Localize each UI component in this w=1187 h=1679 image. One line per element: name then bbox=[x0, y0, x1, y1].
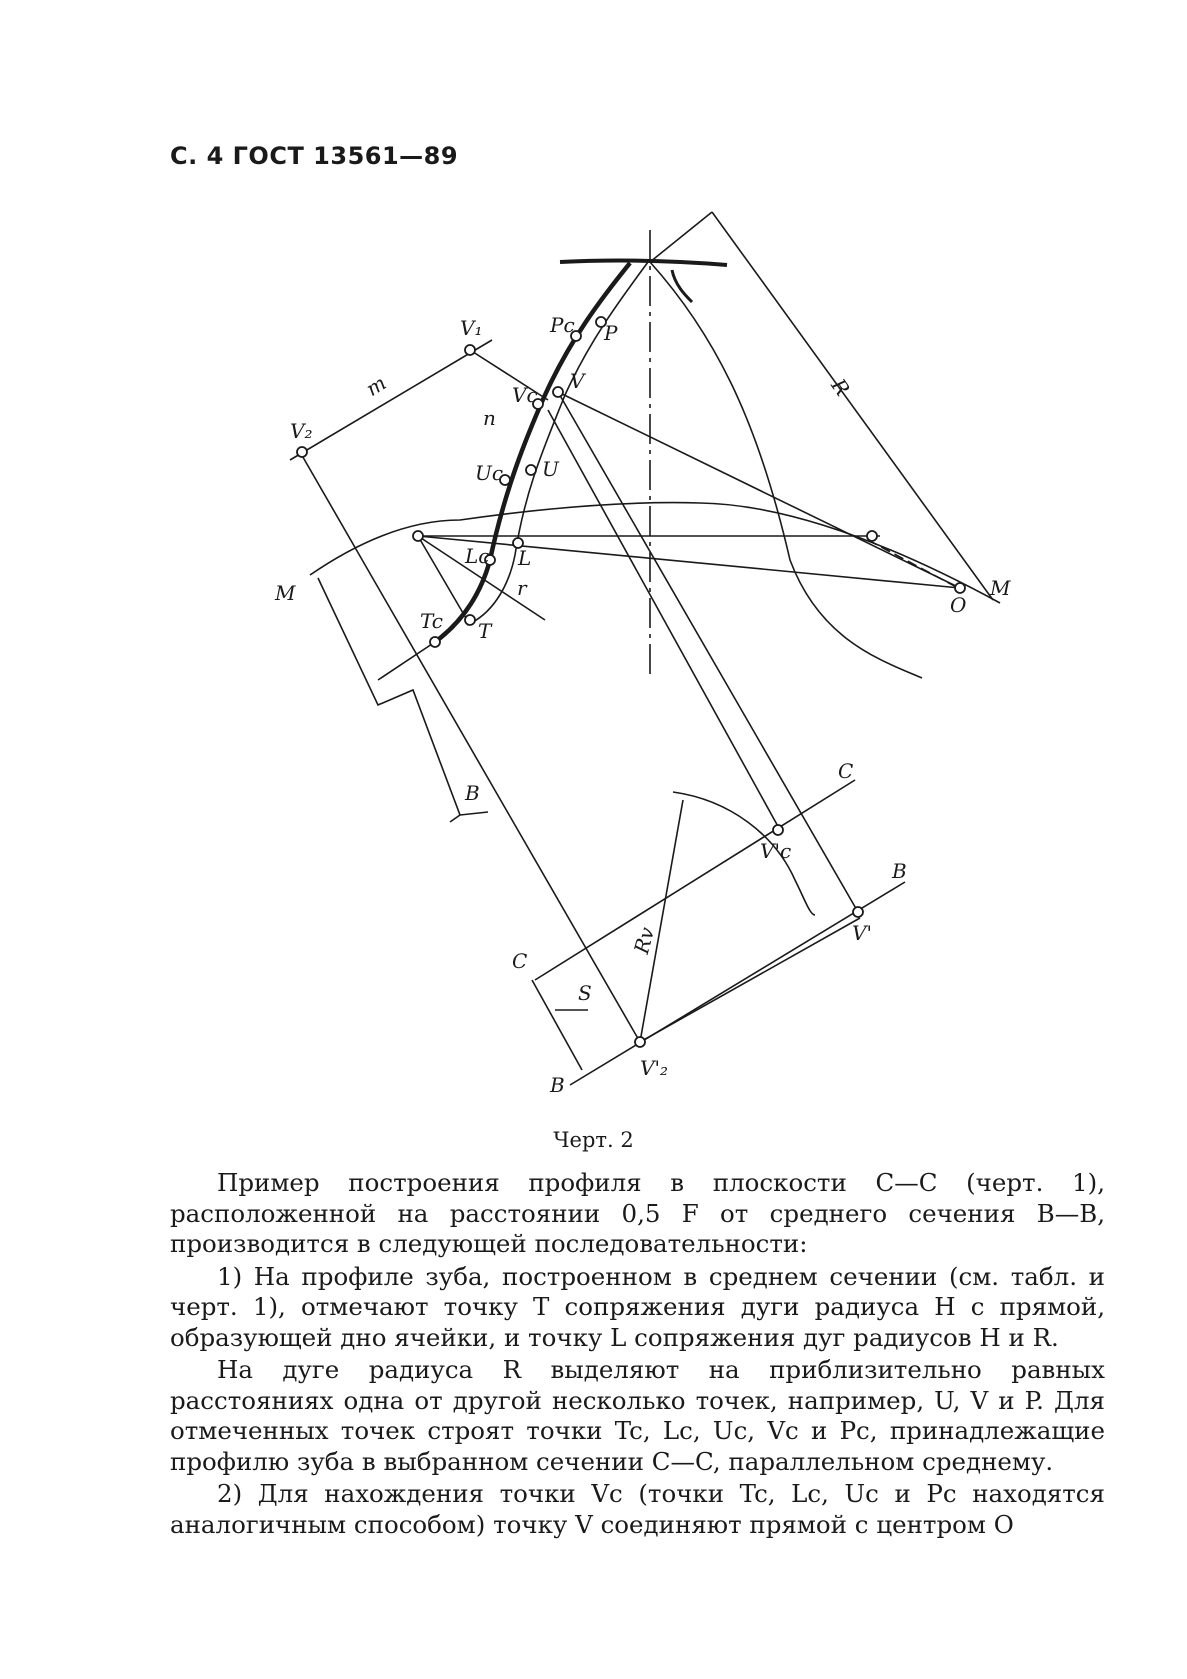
point-v2 bbox=[297, 447, 307, 457]
arc-right bbox=[650, 262, 922, 678]
label-p: P bbox=[604, 321, 618, 345]
label-m-line: m bbox=[361, 370, 391, 401]
line-k-o bbox=[418, 536, 960, 588]
label-tc: Tc bbox=[420, 609, 443, 633]
point-t bbox=[465, 615, 475, 625]
label-s: S bbox=[578, 981, 592, 1005]
label-lc: Lc bbox=[465, 544, 490, 568]
line-v-down2 bbox=[548, 410, 780, 830]
line-v-o bbox=[558, 392, 960, 588]
point-o bbox=[955, 583, 965, 593]
label-o: O bbox=[950, 593, 967, 617]
paragraph-intro: Пример построения профиля в плоскости C—C (черт. 1), расположенной на расстоянии 0,5 F от среднего сечения B—B, производится в следующей последовательности: bbox=[170, 1168, 1105, 1258]
line-v-vprime bbox=[558, 392, 858, 912]
section-line-c-top bbox=[535, 780, 855, 980]
label-v: V bbox=[570, 369, 585, 393]
label-c-left: C bbox=[512, 949, 528, 973]
label-pc: Pc bbox=[550, 313, 575, 337]
label-v1: V₁ bbox=[460, 316, 483, 340]
radius-r-dimline bbox=[650, 212, 712, 262]
arc-m bbox=[310, 503, 1000, 603]
label-vc-prime: V'c bbox=[760, 839, 792, 863]
dim-s-line bbox=[532, 980, 582, 1070]
figure-caption: Черт. 2 bbox=[553, 1128, 634, 1152]
line-m bbox=[290, 340, 492, 460]
label-v2: V₂ bbox=[290, 419, 313, 443]
point-v1 bbox=[465, 345, 475, 355]
label-b-bottom: B bbox=[550, 1073, 565, 1097]
body-text bbox=[170, 1168, 1105, 1540]
point-mid bbox=[867, 531, 877, 541]
radius-rv bbox=[640, 800, 683, 1042]
point-v2-prime bbox=[635, 1037, 645, 1047]
tooth-side-curve bbox=[672, 270, 692, 302]
radius-rv-2 bbox=[640, 918, 860, 1042]
arc-rv bbox=[673, 792, 815, 915]
label-r: r bbox=[517, 576, 527, 600]
paragraph-step-2: 2) Для нахождения точки Vc (точки Tc, Lc, Uc и Pc находятся аналогичным способом) точку V соединяют прямой с центром O bbox=[170, 1479, 1105, 1539]
label-vc: Vc bbox=[512, 383, 538, 407]
point-tc bbox=[430, 637, 440, 647]
point-v-prime bbox=[853, 907, 863, 917]
label-m-left: M bbox=[275, 581, 296, 605]
radius-r-line bbox=[712, 212, 993, 600]
line-tc-ext bbox=[378, 642, 435, 680]
label-t: T bbox=[478, 619, 492, 643]
point-vc-prime bbox=[773, 825, 783, 835]
label-b-right: B bbox=[892, 859, 907, 883]
point-k bbox=[413, 531, 423, 541]
label-n: n bbox=[483, 406, 496, 430]
label-l: L bbox=[518, 546, 532, 570]
point-u bbox=[526, 465, 536, 475]
label-r-big: R bbox=[826, 374, 855, 401]
dim-b-leader bbox=[460, 812, 488, 815]
label-m-right: M bbox=[990, 576, 1011, 600]
paragraph-points: На дуге радиуса R выделяют на приблизительно равных расстояниях одна от другой несколько точек, например, U, V и P. Для отмеченных точек строят точки Tc, Lc, Uc, Vc и Pc, принадлежащие профилю зуба в выбранном сечении C—C, параллельном среднему. bbox=[170, 1355, 1105, 1476]
label-c-top: C bbox=[838, 759, 854, 783]
label-uc: Uc bbox=[475, 461, 504, 485]
label-v-prime: V' bbox=[852, 921, 872, 945]
line-dash-mo bbox=[868, 540, 962, 590]
paragraph-step-1: 1) На профиле зуба, построенном в среднем сечении (см. табл. и черт. 1), отмечают точку T сопряжения дуги радиуса H с прямой, образующей дно ячейки, и точку L сопряжения дуг радиусов H и R. bbox=[170, 1261, 1105, 1352]
label-b-dim: B bbox=[465, 781, 480, 805]
tooth-top-arc bbox=[560, 261, 727, 265]
label-rv: Rv bbox=[629, 924, 660, 957]
page-header: С. 4 ГОСТ 13561—89 bbox=[170, 142, 459, 170]
point-v bbox=[553, 387, 563, 397]
label-u: U bbox=[542, 457, 559, 481]
label-v2-prime: V'₂ bbox=[640, 1056, 668, 1080]
